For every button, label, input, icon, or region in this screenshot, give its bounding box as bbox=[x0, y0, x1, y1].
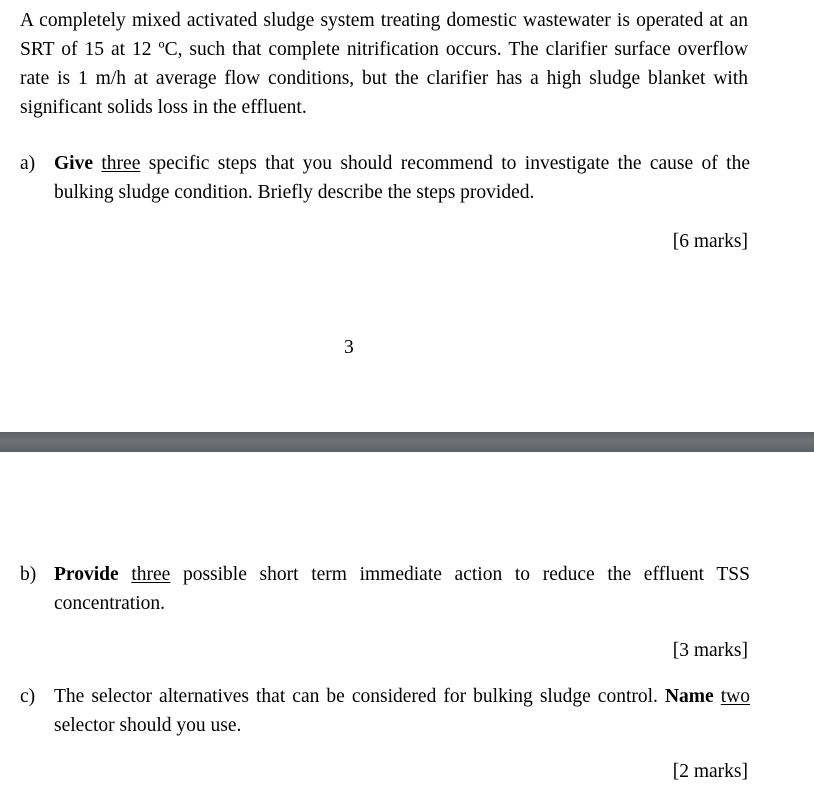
marks-c: [2 marks] bbox=[672, 761, 748, 782]
page-separator bbox=[0, 432, 814, 452]
question-label: a) bbox=[20, 153, 36, 174]
question-text bbox=[54, 682, 750, 740]
question-label: b) bbox=[20, 564, 37, 585]
question-count: three bbox=[101, 153, 141, 174]
question-body: possible short term immediate action to reduce the effluent TSS concentration. bbox=[54, 564, 750, 614]
question-count: two bbox=[720, 686, 751, 707]
question-verb: Provide bbox=[54, 564, 119, 585]
page-number: 3 bbox=[344, 337, 354, 358]
question-lead: The selector alternatives that can be considered for bulking sludge control. bbox=[54, 686, 658, 707]
question-count: three bbox=[131, 564, 171, 585]
marks-a: [6 marks] bbox=[672, 231, 748, 252]
question-b bbox=[20, 560, 750, 618]
question-text bbox=[54, 560, 750, 618]
question-body: selector should you use. bbox=[54, 715, 242, 736]
marks-b: [3 marks] bbox=[672, 640, 748, 661]
question-text bbox=[54, 149, 750, 207]
intro-paragraph: A completely mixed activated sludge system treating domestic wastewater is operated at an SRT of 15 at 12 ºC, such that complete nitrification occurs. The clarifier surface overflow rate is 1 m/h at average flow conditions, but the clarifier has a high sludge blanket with significant solids loss in the effluent. bbox=[20, 10, 748, 118]
question-verb: Name bbox=[664, 686, 714, 707]
question-body: specific steps that you should recommend to investigate the cause of the bulking sludge condition. Briefly describe the steps provided. bbox=[54, 153, 750, 203]
question-label: c) bbox=[20, 686, 36, 707]
question-c bbox=[20, 682, 750, 740]
question-a bbox=[20, 149, 750, 207]
question-verb: Give bbox=[54, 153, 93, 174]
